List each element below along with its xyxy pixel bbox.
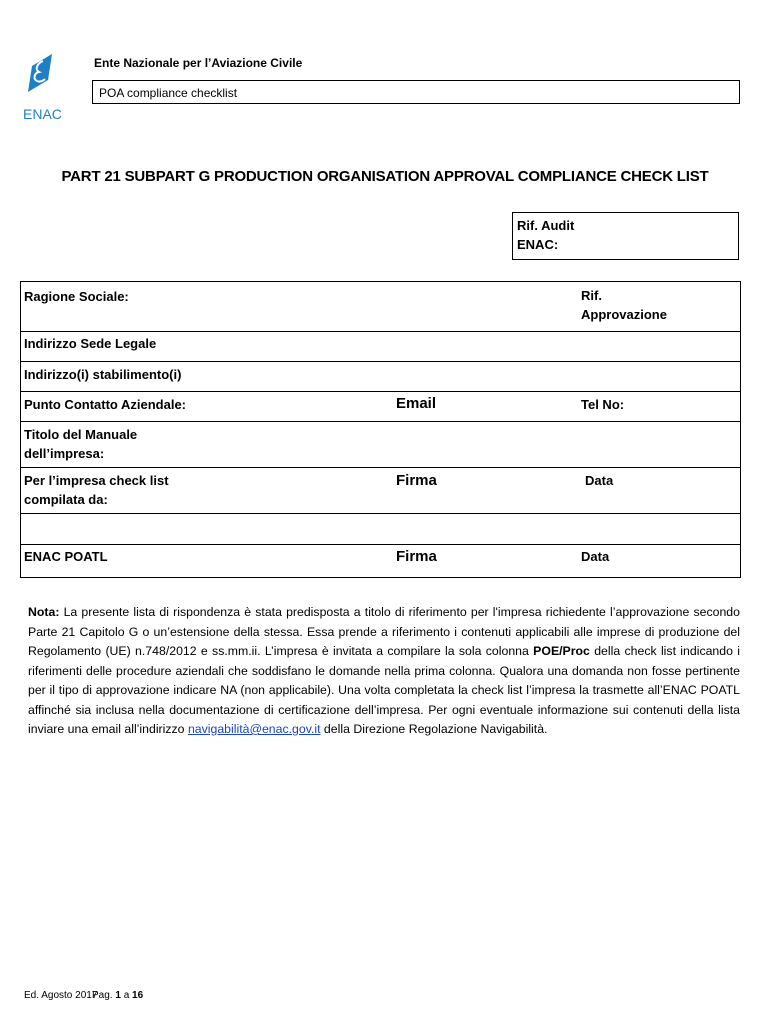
enac-poatl-label: ENAC POATL [24, 549, 108, 564]
footer-edition: Ed. Agosto 2017 [24, 990, 98, 1001]
indirizzo-stabilimenti-label: Indirizzo(i) stabilimento(i) [24, 367, 182, 382]
compilata-da-line1: Per l’impresa check list [24, 473, 169, 488]
logo-text: ENAC [23, 106, 62, 122]
table-divider [21, 467, 740, 468]
data-label-company: Data [585, 473, 614, 488]
titolo-manuale-line2: dell’impresa: [24, 446, 105, 461]
page-separator: a [120, 990, 133, 1001]
ragione-sociale-label: Ragione Sociale: [24, 289, 129, 304]
table-divider [21, 361, 740, 362]
audit-reference-line1: Rif. Audit [517, 218, 575, 233]
audit-reference-line2: ENAC: [517, 237, 559, 252]
email-label: Email [396, 395, 437, 412]
table-divider [21, 544, 740, 545]
tel-label: Tel No: [581, 397, 625, 412]
table-divider [21, 513, 740, 514]
email-link[interactable]: navigabilità@enac.gov.it [187, 722, 321, 736]
rif-approvazione-line2: Approvazione [581, 307, 667, 322]
note-bold-term: POE/Proc [533, 644, 590, 658]
table-divider [21, 331, 740, 332]
rif-approvazione-line1: Rif. [581, 288, 602, 303]
footer-page-number [92, 990, 143, 1001]
table-divider [21, 421, 740, 422]
firma-label-enac: Firma [396, 548, 437, 565]
indirizzo-sede-label: Indirizzo Sede Legale [24, 336, 157, 351]
note-label: Nota: [28, 605, 60, 619]
page-total: 16 [132, 990, 144, 1001]
document-title-box [92, 80, 740, 104]
compilata-da-line2: compilata da: [24, 492, 108, 507]
firma-label-company: Firma [396, 472, 437, 489]
punto-contatto-label: Punto Contatto Aziendale: [24, 397, 187, 412]
note-text-1: La presente lista di rispondenza è stata predisposta a titolo di riferimento per l'impresa richiedente l’approvazione secondo Parte 21 Capitolo G o un’estensione della stessa. Essa prende a riferimento i contenuti applicabili alle imprese di produzione del Regolamento (UE) n.748/2012 e ss.mm.ii. L’impresa è invitata a compilare la sola colonna [28, 605, 740, 658]
note-text-3: della Direzione Regolazione Navigabilità. [320, 722, 548, 736]
titolo-manuale-line1: Titolo del Manuale [24, 427, 138, 442]
page-current: 1 [115, 990, 121, 1001]
table-divider [21, 391, 740, 392]
note-paragraph [28, 603, 740, 740]
page-title: PART 21 SUBPART G PRODUCTION ORGANISATION APPROVAL COMPLIANCE CHECK LIST [61, 168, 709, 185]
document-title: POA compliance checklist [99, 86, 238, 100]
page-prefix: Pag. [92, 990, 116, 1001]
rif-approvazione-label [581, 286, 667, 324]
note-text-2: della check list indicando i riferimenti delle procedure aziendali che soddisfano le domande nella prima colonna. Qualora una domanda non fosse pertinente per il tipo di approvazione indicare NA (non applicabile). Una volta completata la check list l’impresa la trasmette all’ENAC POATL affinché sia inclusa nella documentazione di certificazione dell’impresa. Per ogni eventuale informazione sui contenuti della lista inviare una email all’indirizzo [28, 644, 740, 736]
enac-logo [22, 52, 62, 122]
organization-name: Ente Nazionale per l’Aviazione Civile [94, 56, 303, 70]
company-info-table [20, 281, 741, 578]
data-label-enac: Data [581, 549, 610, 564]
titolo-manuale-label [24, 425, 137, 463]
enac-logo-icon [22, 52, 62, 122]
audit-reference-box [512, 212, 739, 260]
compilata-da-label [24, 471, 169, 509]
audit-reference-label [517, 216, 574, 254]
